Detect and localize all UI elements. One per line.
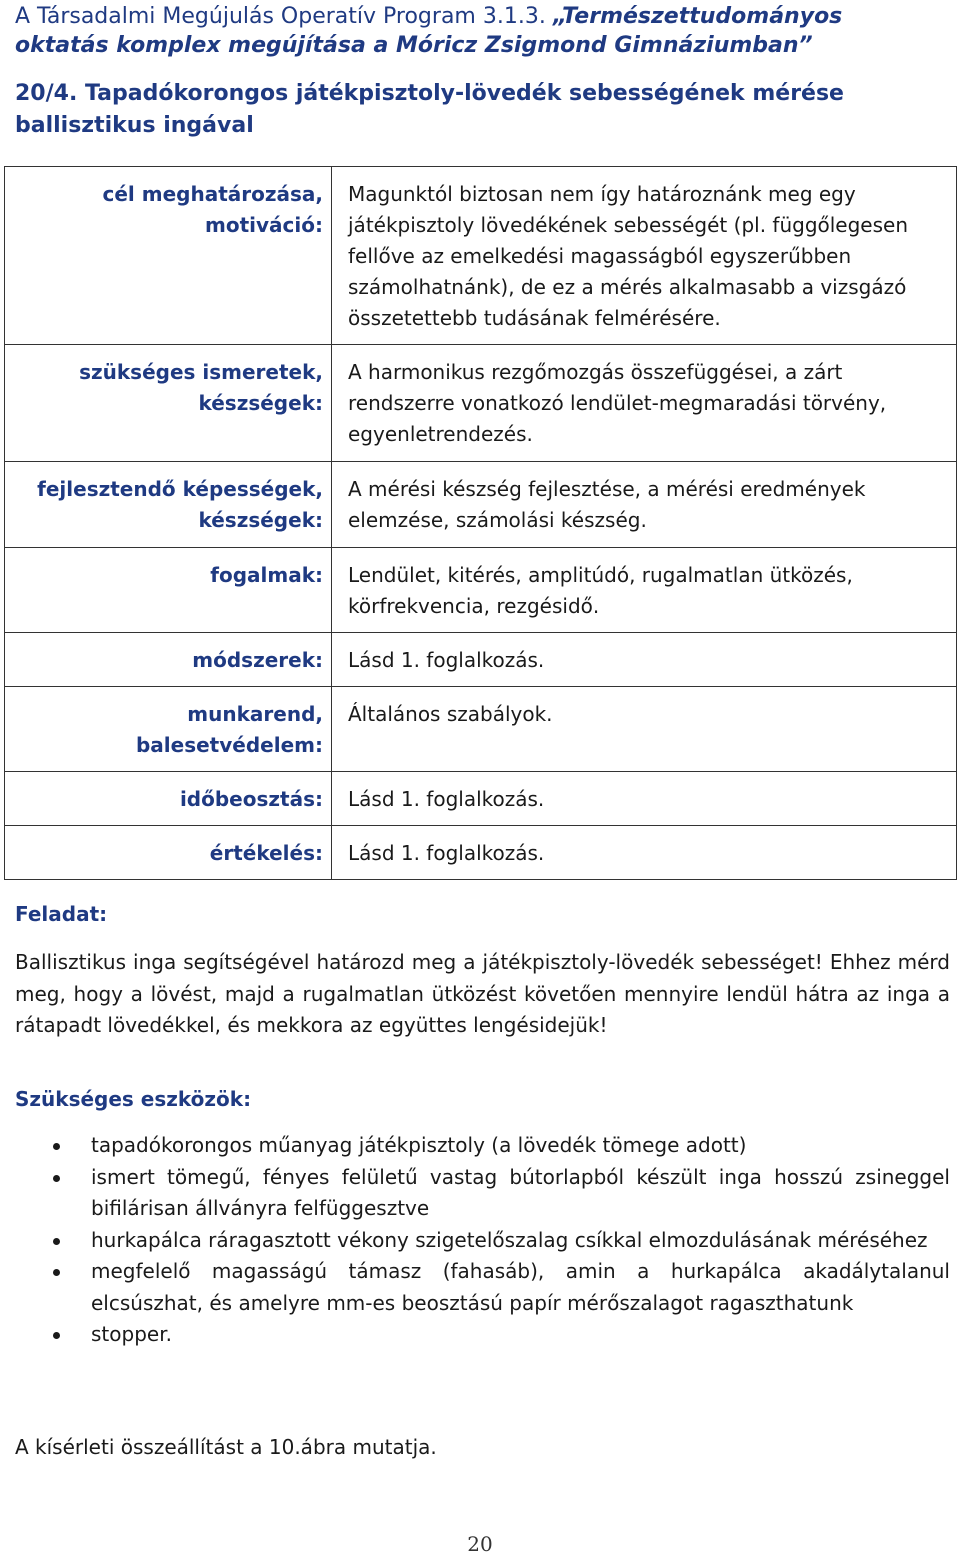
info-label: cél meghatározása, motiváció: — [5, 167, 332, 345]
setup-note: A kísérleti összeállítást a 10.ábra mutatja. — [15, 1435, 437, 1459]
info-label: szükséges ismeretek, készségek: — [5, 345, 332, 462]
task-text: Ballisztikus inga segítségével határozd meg a játékpisztoly-lövedék sebességet! Ehhez mérd meg, hogy a lövést, majd a rugalmatlan ütközést követően mennyire lendül hátra az inga a rátapadt lövedékkel, és mekkora az együttes lengésidejük! — [15, 950, 950, 1037]
bullet-icon — [53, 1175, 60, 1182]
list-item — [15, 1162, 950, 1225]
info-table — [4, 166, 957, 880]
info-value: Magunktól biztosan nem így határoznánk meg egy játékpisztoly lövedékének sebességét (pl. függőlegesen fellőve az emelkedési magasságból egyszerűbben számolhatnánk), de ez a mérés alkalmasabb a vizsgázó összetettebb tudásának felmérésére. — [332, 167, 957, 345]
tools-heading: Szükséges eszközök: — [15, 1087, 252, 1111]
list-item-text: tapadókorongos műanyag játékpisztoly (a lövedék tömege adott) — [91, 1133, 747, 1157]
page-title: 20/4. Tapadókorongos játékpisztoly-lövedék sebességének mérése ballisztikus ingával — [15, 81, 844, 138]
info-row-prerequisites — [5, 345, 957, 462]
info-value: A harmonikus rezgőmozgás összefüggései, a zárt rendszerre vonatkozó lendület-megmaradási törvény, egyenletrendezés. — [332, 345, 957, 462]
info-value: Lásd 1. foglalkozás. — [332, 772, 957, 826]
task-heading: Feladat: — [15, 902, 108, 926]
info-row-concepts — [5, 548, 957, 633]
info-label: fogalmak: — [5, 548, 332, 633]
info-row-safety — [5, 687, 957, 772]
list-item-text: hurkapálca ráragasztott vékony szigetelőszalag csíkkal elmozdulásának méréséhez — [91, 1227, 928, 1252]
info-value: Lásd 1. foglalkozás. — [332, 633, 957, 687]
page-number: 20 — [467, 1532, 493, 1556]
info-row-goal — [5, 167, 957, 345]
info-label: munkarend, balesetvédelem: — [5, 687, 332, 772]
list-item — [15, 1256, 950, 1319]
bullet-icon — [53, 1332, 60, 1339]
info-row-skills — [5, 462, 957, 548]
tools-list — [15, 1130, 950, 1351]
list-item-text: ismert tömegű, fényes felületű vastag bútorlapból készült inga hosszú zsineggel bifilárisan állványra felfüggesztve — [91, 1164, 950, 1220]
info-row-methods — [5, 633, 957, 687]
list-item — [15, 1319, 950, 1351]
list-item — [15, 1225, 950, 1257]
list-item-text: megfelelő magasságú támasz (fahasáb), amin a hurkapálca akadálytalanul elcsúszhat, és amelyre mm-es beosztású papír mérőszalagot ragaszthatunk — [91, 1259, 950, 1315]
list-item — [15, 1130, 950, 1162]
info-label: módszerek: — [5, 633, 332, 687]
bullet-icon — [53, 1143, 60, 1150]
info-label: értékelés: — [5, 826, 332, 880]
header-program: A Társadalmi Megújulás Operatív Program 3.1.3. — [15, 4, 553, 29]
info-label: időbeosztás: — [5, 772, 332, 826]
info-value: Lásd 1. foglalkozás. — [332, 826, 957, 880]
info-value: Általános szabályok. — [332, 687, 957, 772]
document-header — [15, 2, 940, 60]
info-value: Lendület, kitérés, amplitúdó, rugalmatlan ütközés, körfrekvencia, rezgésidő. — [332, 548, 957, 633]
info-row-evaluation — [5, 826, 957, 880]
info-label: fejlesztendő képességek, készségek: — [5, 462, 332, 548]
bullet-icon — [53, 1238, 60, 1245]
bullet-icon — [53, 1269, 60, 1276]
info-value: A mérési készség fejlesztése, a mérési eredmények elemzése, számolási készség. — [332, 462, 957, 548]
header-project-title: „Természettudományos oktatás komplex megújítása a Móricz Zsigmond Gimnáziumban” — [15, 4, 843, 58]
list-item-text: stopper. — [91, 1322, 172, 1346]
info-row-timing — [5, 772, 957, 826]
